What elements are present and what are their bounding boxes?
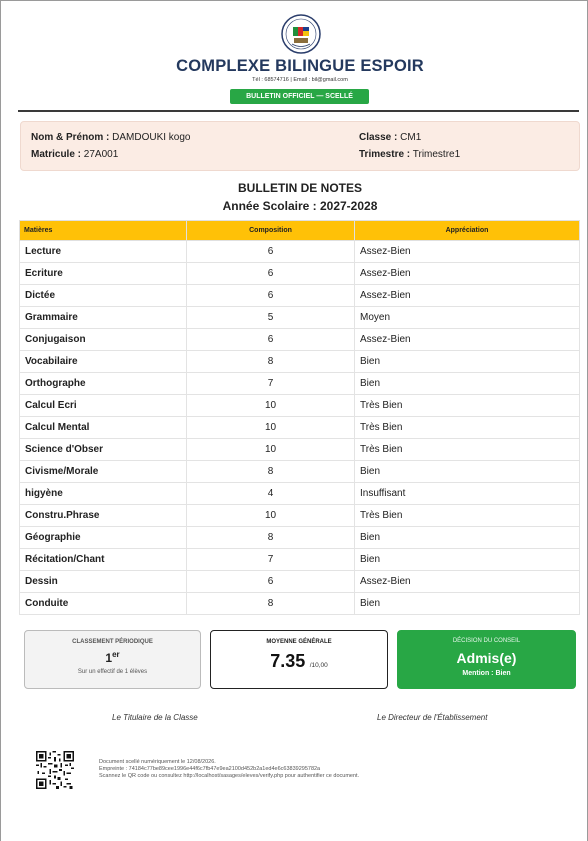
- table-row: [20, 351, 580, 373]
- appreciation-cell: Assez-Bien: [355, 241, 580, 263]
- footer-verify-instructions[interactable]: Scannez le QR code ou consultez http://localhost/sasages/eleves/verify.php pour authentifier ce document.: [99, 773, 360, 779]
- qr-code-icon[interactable]: [36, 751, 74, 789]
- trimestre-value: Trimestre1: [412, 149, 461, 160]
- rank-value-line: [25, 650, 200, 665]
- table-row: [20, 263, 580, 285]
- subject-cell: higyène: [20, 483, 187, 505]
- subject-cell: Science d'Obser: [20, 439, 187, 461]
- decision-value: Admis(e): [456, 650, 517, 666]
- appreciation-cell: Insuffisant: [355, 483, 580, 505]
- composition-cell: 10: [187, 439, 355, 461]
- subject-cell: Géographie: [20, 527, 187, 549]
- table-row: [20, 395, 580, 417]
- composition-cell: 8: [187, 527, 355, 549]
- footer-fingerprint: Empreinte : 74184c77be89cee1996e44f6c7fb47e9ea2100d452b2a1ed4e6c63839295782a: [99, 766, 321, 772]
- composition-cell: 6: [187, 263, 355, 285]
- average-label: MOYENNE GÉNÉRALE: [266, 639, 332, 645]
- composition-cell: 6: [187, 329, 355, 351]
- average-box: [210, 630, 388, 689]
- school-name: COMPLEXE BILINGUE ESPOIR: [176, 57, 424, 75]
- subject-cell: Grammaire: [20, 307, 187, 329]
- appreciation-cell: Très Bien: [355, 505, 580, 527]
- student-name-value: DAMDOUKI kogo: [112, 132, 191, 143]
- footer-seal-date: Document scellé numériquement le 12/08/2026.: [99, 759, 216, 765]
- matricule-field: [31, 149, 118, 160]
- grades-table: [19, 220, 580, 615]
- matricule-value: 27A001: [83, 149, 119, 160]
- classe-value: CM1: [400, 132, 422, 143]
- subject-cell: Calcul Mental: [20, 417, 187, 439]
- table-row: [20, 329, 580, 351]
- subject-cell: Ecriture: [20, 263, 187, 285]
- table-row: [20, 417, 580, 439]
- decision-box: [397, 630, 576, 689]
- table-row: [20, 593, 580, 615]
- header-appreciation: Appréciation: [355, 221, 580, 241]
- table-row: [20, 483, 580, 505]
- subject-cell: Civisme/Morale: [20, 461, 187, 483]
- subject-cell: Vocabilaire: [20, 351, 187, 373]
- composition-cell: 6: [187, 241, 355, 263]
- rank-label: CLASSEMENT PÉRIODIQUE: [72, 639, 153, 645]
- appreciation-cell: Moyen: [355, 307, 580, 329]
- composition-cell: 8: [187, 461, 355, 483]
- school-contact: Tél : 68574716 | Email : bil@gmail.com: [252, 77, 348, 83]
- school-logo: [281, 14, 321, 54]
- header-divider: [18, 110, 579, 112]
- table-row: [20, 461, 580, 483]
- subject-cell: Dessin: [20, 571, 187, 593]
- student-name-label: Nom & Prénom :: [31, 132, 110, 143]
- subject-cell: Orthographe: [20, 373, 187, 395]
- footer-verification: [99, 759, 359, 780]
- header-subject: Matières: [20, 221, 187, 241]
- average-max: /10,00: [309, 662, 328, 669]
- subject-cell: Conjugaison: [20, 329, 187, 351]
- header-composition: Composition: [187, 221, 355, 241]
- matricule-label: Matricule :: [31, 149, 82, 160]
- rank-value: 1: [105, 651, 113, 665]
- rank-effectif: Sur un effectif de 1 élèves: [77, 669, 148, 675]
- appreciation-cell: Assez-Bien: [355, 571, 580, 593]
- appreciation-cell: Bien: [355, 461, 580, 483]
- appreciation-cell: Très Bien: [355, 439, 580, 461]
- subject-cell: Calcul Ecri: [20, 395, 187, 417]
- appreciation-cell: Très Bien: [355, 395, 580, 417]
- table-header-row: [20, 221, 580, 241]
- appreciation-cell: Bien: [355, 593, 580, 615]
- subject-cell: Lecture: [20, 241, 187, 263]
- appreciation-cell: Assez-Bien: [355, 285, 580, 307]
- signature-titulaire: Le Titulaire de la Classe: [112, 713, 198, 722]
- composition-cell: 5: [187, 307, 355, 329]
- decision-mention: Mention : Bien: [462, 670, 511, 677]
- trimestre-label: Trimestre :: [359, 149, 411, 160]
- classe-field: [359, 132, 421, 143]
- document-title: BULLETIN DE NOTES: [237, 181, 362, 195]
- appreciation-cell: Assez-Bien: [355, 329, 580, 351]
- appreciation-cell: Assez-Bien: [355, 263, 580, 285]
- subject-cell: Conduite: [20, 593, 187, 615]
- table-row: [20, 439, 580, 461]
- table-row: [20, 373, 580, 395]
- school-year-title: Année Scolaire : 2027-2028: [222, 199, 378, 213]
- table-row: [20, 285, 580, 307]
- appreciation-cell: Bien: [355, 351, 580, 373]
- composition-cell: 8: [187, 351, 355, 373]
- table-row: [20, 549, 580, 571]
- composition-cell: 7: [187, 549, 355, 571]
- rank-box: [24, 630, 201, 689]
- table-row: [20, 241, 580, 263]
- table-row: [20, 307, 580, 329]
- student-info-box: [20, 121, 580, 171]
- average-value: 7.35: [270, 651, 306, 671]
- table-row: [20, 527, 580, 549]
- composition-cell: 6: [187, 285, 355, 307]
- seal-badge: BULLETIN OFFICIEL — SCELLÉ: [230, 89, 369, 104]
- table-row: [20, 505, 580, 527]
- signature-directeur: Le Directeur de l'Établissement: [377, 713, 488, 722]
- table-row: [20, 571, 580, 593]
- student-name-field: [31, 132, 190, 143]
- composition-cell: 4: [187, 483, 355, 505]
- trimestre-field: [359, 149, 460, 160]
- subject-cell: Dictée: [20, 285, 187, 307]
- composition-cell: 8: [187, 593, 355, 615]
- subject-cell: Constru.Phrase: [20, 505, 187, 527]
- composition-cell: 6: [187, 571, 355, 593]
- appreciation-cell: Bien: [355, 373, 580, 395]
- appreciation-cell: Très Bien: [355, 417, 580, 439]
- classe-label: Classe :: [359, 132, 398, 143]
- appreciation-cell: Bien: [355, 527, 580, 549]
- average-value-line: [211, 651, 387, 672]
- composition-cell: 10: [187, 505, 355, 527]
- rank-suffix: er: [112, 650, 120, 659]
- decision-label: DÉCISION DU CONSEIL: [452, 638, 521, 644]
- subject-cell: Récitation/Chant: [20, 549, 187, 571]
- composition-cell: 10: [187, 395, 355, 417]
- composition-cell: 10: [187, 417, 355, 439]
- appreciation-cell: Bien: [355, 549, 580, 571]
- composition-cell: 7: [187, 373, 355, 395]
